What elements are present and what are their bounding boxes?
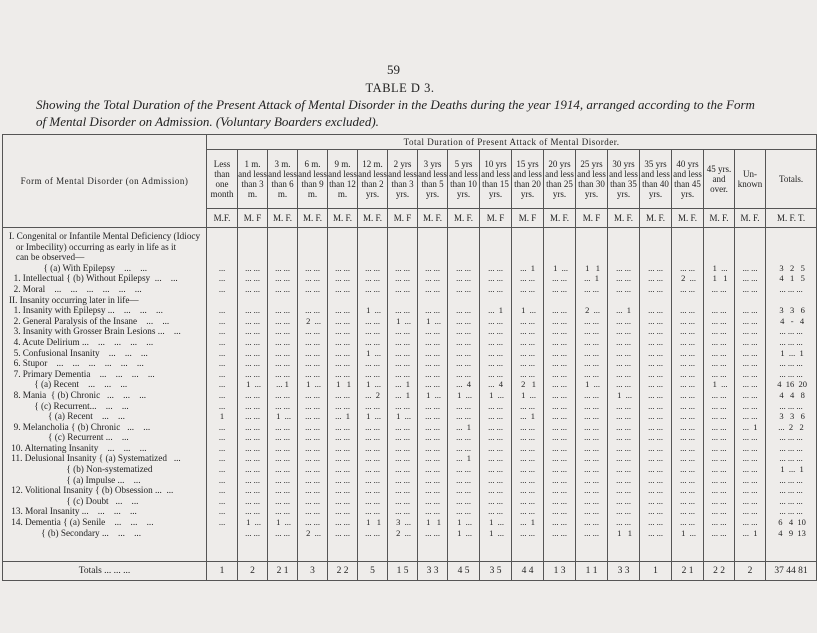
form-column-header: Form of Mental Disorder (on Admission) xyxy=(3,135,207,228)
group-header: Total Duration of Present Attack of Mental Disorder. xyxy=(207,135,817,150)
totals-cell: 1 1 xyxy=(576,562,608,581)
column-header: 1 m. and less than 3 m. xyxy=(238,150,268,209)
column-header: 5 yrs and less than 10 yrs. xyxy=(448,150,480,209)
column-header: 10 yrs and less than 15 yrs. xyxy=(480,150,512,209)
totals-cell: 1 5 xyxy=(388,562,418,581)
data-column: ... ... ... ... ... ... ... ... ... ... ... ... ... ... ... ... ... ... ... ... 1 ... ... ... ... ... ... ... ... ... ... ... ... ... ... ... ... ... ... ... ... ... ... ... ... ... 1 ... ... ... xyxy=(238,228,268,562)
column-header: Un-known xyxy=(735,150,766,209)
column-header: 6 m. and less than 9 m. xyxy=(298,150,328,209)
data-column: ... ... ... ... ... ... 1 ... ... ... ... ... ... ... 1 ... ... ... ... ... 1 ... ... 2 ... ... 1 ... ... ... ... ... ... ... ... ... ... ... ... ... ... ... ... ... ... ... 1 1 ... ... xyxy=(358,228,388,562)
totals-cell: 4 4 xyxy=(512,562,544,581)
sex-subheader: M. F. xyxy=(418,209,448,228)
column-header: 30 yrs and less than 35 yrs. xyxy=(608,150,640,209)
page-number: 59 xyxy=(387,62,400,77)
data-column: ... ... ... ... ... ... ... ... ... ... ... ... ... ... ... ... ... ... ... ... ... ... ... ... ... ... ... ... ... 1 ... ... ... ... ... ... ... ... ... ... ... ... ... ... ... ... ... ... ... 1 xyxy=(735,228,766,562)
totals-cell: 2 1 xyxy=(268,562,298,581)
data-column: ... ... ... ... ... ... ... ... 2 ... ... ... ... ... ... ... ... ... ... ... 1 ... ... ... ... ... ... ... ... ... ... ... ... ... ... ... ... ... ... ... ... ... ... ... ... ... ... ... 2 ... xyxy=(298,228,328,562)
data-column: ... ... ... ... ... ... ... ... 1 ... ... ... ... ... ... ... ... ... ... ... ... ... 1 ... ... ... ... ... ... ... ... ... ... ... ... ... ... ... ... ... ... ... ... ... ... ... 1 1 ... ... xyxy=(418,228,448,562)
totals-cell: 1 3 xyxy=(544,562,576,581)
sex-subheader: M. F. xyxy=(448,209,480,228)
totals-cell: 4 5 xyxy=(448,562,480,581)
data-column: 1 ... ... ... ... ... ... ... ... ... ... ... ... ... ... ... ... ... ... ... ... ... ... ... ... ... ... ... ... ... ... ... ... ... ... ... ... ... ... ... ... ... ... ... ... ... ... ... ... ... xyxy=(544,228,576,562)
totals-cell: 2 1 xyxy=(672,562,704,581)
sex-subheader: M. F xyxy=(238,209,268,228)
sex-subheader: M. F. xyxy=(608,209,640,228)
sex-subheader: M.F. xyxy=(207,209,238,228)
totals-column: 3 2 5 4 1 5 ... ... ... 3 3 6 4 - 4 ... ... ... ... ... ... 1 ... 1 ... ... ... ... ... ... 4 16 20 4 4 8 ... ... ... 3 3 6 ... 2 2 ... ... ... ... ... ... ... ... ... 1 ... 1 ... ... ... ... ... ... ... ... ... ... ... ... 6 4 10 4 9 13 xyxy=(766,228,817,562)
column-header: 35 yrs and less than 40 yrs. xyxy=(640,150,672,209)
data-column: ... ... ... ... ... ... ... 1 ... ... ... ... ... ... ... ... ... ... ... ... ... ... 1 ... ... ... ... ... ... ... ... ... ... ... ... ... ... ... ... ... ... ... ... ... ... ... ... ... 1 1 xyxy=(608,228,640,562)
totals-cell: 1 xyxy=(207,562,238,581)
sex-subheader: M. F xyxy=(480,209,512,228)
totals-cell: 2 2 xyxy=(328,562,358,581)
totals-cell: 3 5 xyxy=(480,562,512,581)
column-header: 20 yrs and less than 25 yrs. xyxy=(544,150,576,209)
grand-total: 37 44 81 xyxy=(766,562,817,581)
sex-subheader: M. F xyxy=(512,209,544,228)
totals-cell: 5 xyxy=(358,562,388,581)
data-column: ... ... ... ... ... ... ... ... 1 ... ... ... ... ... ... ... ... ... ... ... ... 1 ... 1 ... ... 1 ... ... ... ... ... ... ... ... ... ... ... ... ... ... ... ... ... ... ... 3 ... 2 ... xyxy=(388,228,418,562)
column-header: 12 m. and less than 2 yrs. xyxy=(358,150,388,209)
data-column: ... ... ... ... ... ... ... ... ... ... ... ... ... ... ... ... ... ... ... ... 1 1 ... ... ... ... ... 1 ... ... ... ... ... ... ... ... ... ... ... ... ... ... ... ... ... ... ... ... ... ... xyxy=(328,228,358,562)
table-caption: Showing the Total Duration of the Present Attack of Mental Disorder in the Deaths during the year 1914, arranged according to the Form of Mental Disorder on Admission. (Voluntary Boarders excluded). xyxy=(36,97,755,129)
column-header: 3 yrs and less than 5 yrs. xyxy=(418,150,448,209)
data-column: ... ... ... ... ... ... ... ... ... ... ... ... ... ... ... ... ... ... ... ... ... 4 1 ... ... ... ... ... ... 1 ... ... ... ... ... 1 ... ... ... ... ... ... ... ... ... ... 1 ... 1 ... xyxy=(448,228,480,562)
sex-subheader: M. F xyxy=(576,209,608,228)
column-header: 3 m. and less than 6 m. xyxy=(268,150,298,209)
data-column: ... ... ... ... ... ... ... ... ... ... ... ... ... ... ... ... ... ... ... ... ... 1 ... ... ... ... 1 ... ... ... ... ... ... ... ... ... ... ... ... ... ... ... ... ... ... ... 1 ... ... ... xyxy=(268,228,298,562)
totals-cell: 3 xyxy=(298,562,328,581)
sex-subheader: M. F. xyxy=(544,209,576,228)
sex-subheader: M. F. xyxy=(640,209,672,228)
data-column: ... 1 ... ... ... ... 1 ... ... ... ... ... ... ... ... ... ... ... ... ... 2 1 1 ... ... ... ... 1 ... ... ... ... ... ... ... ... ... ... ... ... ... ... ... ... ... ... ... 1 ... ... xyxy=(512,228,544,562)
column-header: Less than one month xyxy=(207,150,238,209)
data-column: 1 ... 1 1 ... ... ... ... ... ... ... ... ... ... ... ... ... ... ... ... 1 ... ... ... ... ... ... ... ... ... ... ... ... ... ... ... ... ... ... ... ... ... ... ... ... ... ... ... ... ... xyxy=(704,228,735,562)
column-header: 2 yrs and less than 3 yrs. xyxy=(388,150,418,209)
sex-subheader: M. F. xyxy=(735,209,766,228)
data-column: ... ... ... ... ... ... ... ... ... ... ... ... ... 1 ... ... ... ... ... ... ... ... ... ... xyxy=(207,228,238,562)
row-labels: I. Congenital or Infantile Mental Deficiency (Idiocy or Imbecility) occurring as early in life as it can be observed— { (a) With Epilepsy ... ... 1. Intellectual { (b) Without Epilepsy ... ... 2. Moral ... ... ... ... ... ... II. Insanity occurring later in life— 1. Insanity with Epilepsy ... ... ... ... 2. General Paralysis of the Insane ... ... 3. Insanity with Grosser Brain Lesions ... ... 4. Acute Delirium ... ... ... ... ... 5. Confusional Insanity ... ... ... 6. Stupor ... ... ... ... ... ... 7. Primary Dementia ... ... ... ... { (a) Recent ... ... ... 8. Mania { (b) Chronic ... ... ... { (c) Recurrent... ... ... { (a) Recent ... ... 9. Melancholia { (b) Chronic ... ... { (c) Recurrent ... ... 10. Alternating Insanity ... ... ... 11. Delusional Insanity { (a) Systematized ... { (b) Non-systematized { (a) Impulse ... ... 12. Volitional Insanity { (b) Obsession ... ... { (c) Doubt ... ... 13. Moral Insanity ... ... ... ... 14. Dementia { (a) Senile ... ... ... { (b) Secondary ... ... ... xyxy=(3,228,207,562)
column-header: 40 yrs and less than 45 yrs. xyxy=(672,150,704,209)
totals-label: Totals ... ... ... xyxy=(3,562,207,581)
column-header: Totals. xyxy=(766,150,817,209)
sex-subheader: M. F. xyxy=(298,209,328,228)
sex-subheader: M. F. xyxy=(704,209,735,228)
totals-cell: 3 3 xyxy=(418,562,448,581)
sex-subheader: M. F. xyxy=(358,209,388,228)
data-column: ... ... 2 ... ... ... ... ... ... ... ... ... ... ... ... ... ... ... ... ... ... ... ... ... ... ... ... ... ... ... ... ... ... ... ... ... ... ... ... ... ... ... ... ... ... ... ... ... 1 ... xyxy=(672,228,704,562)
sex-subheader: M. F. xyxy=(328,209,358,228)
data-column: ... ... ... ... ... ... ... ... ... ... ... ... ... ... ... ... ... ... ... ... ... ... ... ... ... ... ... ... ... ... ... ... ... ... ... ... ... ... ... ... ... ... ... ... ... ... ... ... ... ... xyxy=(640,228,672,562)
data-column: ... ... ... ... ... ... ... 1 ... ... ... ... ... ... ... ... ... ... ... ... ... 4 1 ... ... ... ... ... ... ... ... ... ... ... ... ... ... ... ... ... ... ... ... ... ... ... 1 ... 1 ... xyxy=(480,228,512,562)
sex-subheader: M. F. xyxy=(268,209,298,228)
column-header: 45 yrs. and over. xyxy=(704,150,735,209)
sex-subheader: M. F. xyxy=(672,209,704,228)
totals-cell: 3 3 xyxy=(608,562,640,581)
data-column: 1 1 ... 1 ... ... 2 ... ... ... ... ... ... ... ... ... ... ... ... ... 1 ... ... ... ... ... ... ... ... ... ... ... ... ... ... ... ... ... ... ... ... ... ... ... ... ... ... ... ... ... xyxy=(576,228,608,562)
totals-cell: 1 xyxy=(640,562,672,581)
column-header: 15 yrs and less than 20 yrs. xyxy=(512,150,544,209)
totals-sex-subheader: M. F. T. xyxy=(766,209,817,228)
table-title: TABLE D 3. xyxy=(365,81,435,95)
column-header: 25 yrs and less than 30 yrs. xyxy=(576,150,608,209)
duration-table xyxy=(2,134,808,576)
column-header: 9 m. and less than 12 m. xyxy=(328,150,358,209)
totals-cell: 2 xyxy=(735,562,766,581)
totals-cell: 2 xyxy=(238,562,268,581)
sex-subheader: M. F xyxy=(388,209,418,228)
totals-cell: 2 2 xyxy=(704,562,735,581)
